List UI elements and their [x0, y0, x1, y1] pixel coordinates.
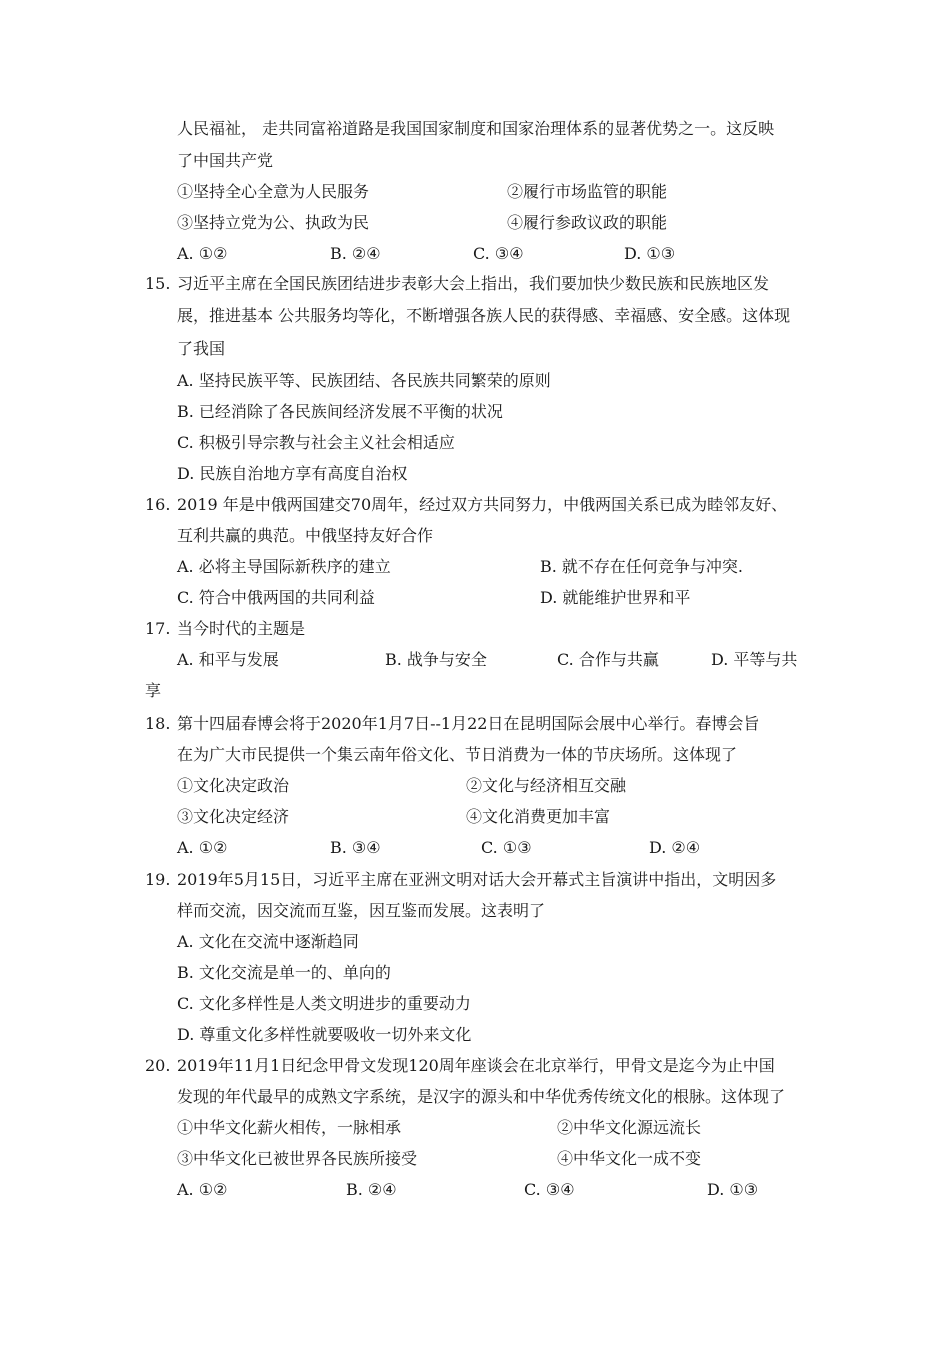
- q15-option-c: C. 积极引导宗教与社会主义社会相适应: [177, 433, 455, 452]
- q18-number: 18.: [145, 714, 171, 733]
- q18-choice-c: C. ①③: [481, 838, 532, 857]
- q18-choice-d: D. ②④: [649, 838, 701, 857]
- q18-stem-line-2: 在为广大市民提供一个集云南年俗文化、节日消费为一体的节庆场所。这体现了: [177, 745, 738, 764]
- q19-stem-line-2: 样而交流，因交流而互鉴，因互鉴而发展。这表明了: [177, 901, 546, 920]
- q14-choice-c: C. ③④: [473, 244, 524, 263]
- q19-option-d: D. 尊重文化多样性就要吸收一切外来文化: [177, 1025, 472, 1044]
- q20-choice-a: A. ①②: [177, 1180, 228, 1199]
- q14-choice-a: A. ①②: [177, 244, 228, 263]
- q19-option-c: C. 文化多样性是人类文明进步的重要动力: [177, 994, 471, 1013]
- q20-choice-b: B. ②④: [346, 1180, 397, 1199]
- q14-stem-line-2: 了中国共产党: [177, 151, 274, 170]
- q15-number: 15.: [145, 274, 171, 293]
- q14-choice-b: B. ②④: [330, 244, 381, 263]
- q17-stem: 当今时代的主题是: [177, 619, 306, 638]
- q15-stem-line-1: 习近平主席在全国民族团结进步表彰大会上指出，我们要加快少数民族和民族地区发: [177, 274, 770, 293]
- q16-option-d: D. 就能维护世界和平: [540, 588, 691, 607]
- q16-option-a: A. 必将主导国际新秩序的建立: [177, 557, 391, 576]
- q20-stem-line-2: 发现的年代最早的成熟文字系统，是汉字的源头和中华优秀传统文化的根脉。这体现了: [177, 1087, 786, 1106]
- q16-stem-line-1: 2019 年是中俄两国建交70周年，经过双方共同努力，中俄两国关系已成为睦邻友好、: [177, 495, 788, 514]
- q17-option-c: C. 合作与共赢: [557, 650, 659, 669]
- q18-choice-b: B. ③④: [330, 838, 381, 857]
- q19-number: 19.: [145, 870, 171, 889]
- q17-option-d: D. 平等与共: [711, 650, 798, 669]
- q17-option-a: A. 和平与发展: [177, 650, 279, 669]
- q20-statement-4: ④中华文化一成不变: [557, 1149, 702, 1168]
- q19-stem-line-1: 2019年5月15日，习近平主席在亚洲文明对话大会开幕式主旨演讲中指出，文明因多: [177, 870, 777, 889]
- q16-number: 16.: [145, 495, 171, 514]
- q18-statement-1: ①文化决定政治: [177, 776, 290, 795]
- q18-statement-2: ②文化与经济相互交融: [466, 776, 627, 795]
- q18-statement-3: ③文化决定经济: [177, 807, 290, 826]
- q19-option-a: A. 文化在交流中逐渐趋同: [177, 932, 359, 951]
- q15-option-b: B. 已经消除了各民族间经济发展不平衡的状况: [177, 402, 503, 421]
- q16-option-b: B. 就不存在任何竞争与冲突.: [540, 557, 744, 576]
- q20-statement-1: ①中华文化薪火相传，一脉相承: [177, 1118, 402, 1137]
- q17-number: 17.: [145, 619, 171, 638]
- q14-statement-4: ④履行参政议政的职能: [507, 213, 668, 232]
- q20-statement-2: ②中华文化源远流长: [557, 1118, 702, 1137]
- q20-statement-3: ③中华文化已被世界各民族所接受: [177, 1149, 418, 1168]
- q14-choice-d: D. ①③: [624, 244, 676, 263]
- q15-stem-line-3: 了我国: [177, 339, 226, 358]
- q18-statement-4: ④文化消费更加丰富: [466, 807, 611, 826]
- q19-option-b: B. 文化交流是单一的、单向的: [177, 963, 391, 982]
- q18-stem-line-1: 第十四届春博会将于2020年1月7日--1月22日在昆明国际会展中心举行。春博会旨: [177, 714, 760, 733]
- q16-option-c: C. 符合中俄两国的共同利益: [177, 588, 375, 607]
- q20-choice-c: C. ③④: [524, 1180, 575, 1199]
- q20-number: 20.: [145, 1056, 171, 1075]
- q15-option-d: D. 民族自治地方享有高度自治权: [177, 464, 408, 483]
- q15-option-a: A. 坚持民族平等、民族团结、各民族共同繁荣的原则: [177, 371, 551, 390]
- q14-statement-3: ③坚持立党为公、执政为民: [177, 213, 370, 232]
- q14-statement-1: ①坚持全心全意为人民服务: [177, 182, 370, 201]
- q17-option-d-wrap: 享: [145, 681, 162, 700]
- q17-option-b: B. 战争与安全: [385, 650, 487, 669]
- q15-stem-line-2: 展，推进基本 公共服务均等化，不断增强各族人民的获得感、幸福感、安全感。这体现: [177, 306, 791, 325]
- q20-choice-d: D. ①③: [707, 1180, 759, 1199]
- q14-stem-line-1: 人民福祉， 走共同富裕道路是我国国家制度和国家治理体系的显著优势之一。这反映: [177, 119, 775, 138]
- q14-statement-2: ②履行市场监管的职能: [507, 182, 668, 201]
- q16-stem-line-2: 互利共赢的典范。中俄坚持友好合作: [177, 526, 434, 545]
- q20-stem-line-1: 2019年11月1日纪念甲骨文发现120周年座谈会在北京举行，甲骨文是迄今为止中国: [177, 1056, 775, 1075]
- q18-choice-a: A. ①②: [177, 838, 228, 857]
